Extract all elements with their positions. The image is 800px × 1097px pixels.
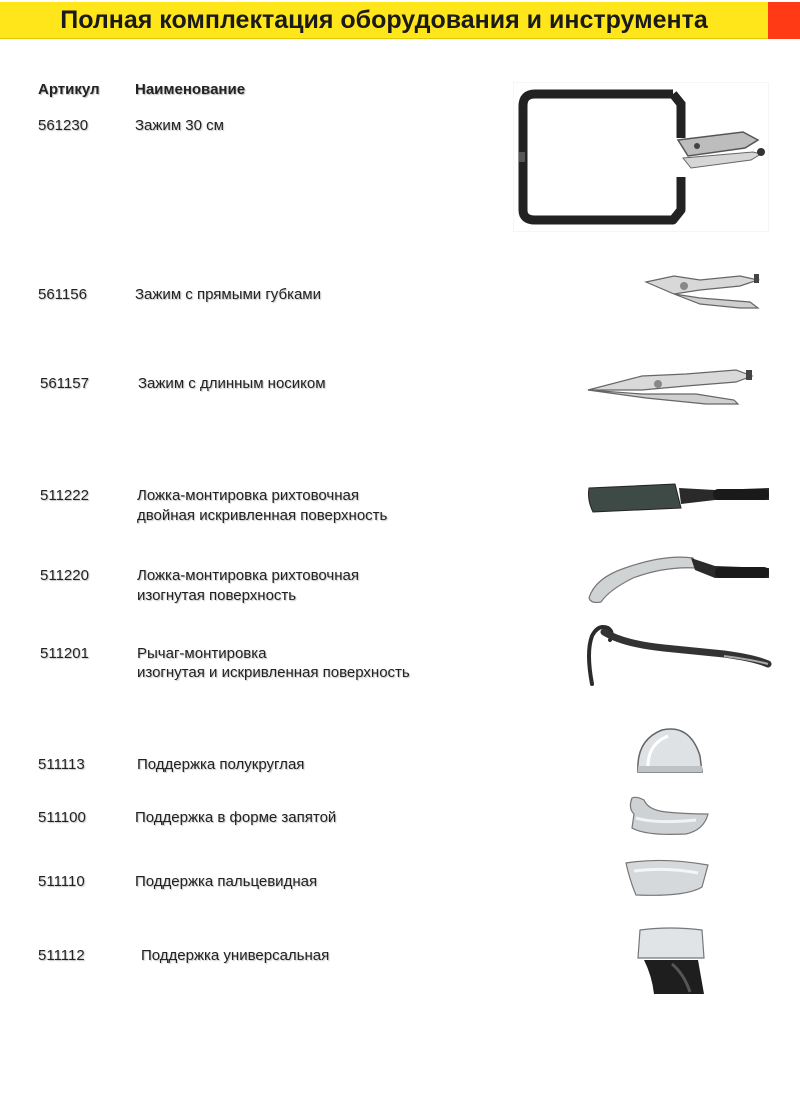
dolly-semicircular-icon <box>634 726 704 776</box>
pry-bar-hook-icon <box>584 622 774 688</box>
item-code: 511201 <box>40 645 89 662</box>
c-clamp-icon <box>513 82 769 232</box>
column-header-code: Артикул <box>38 81 100 98</box>
item-code: 511112 <box>38 947 85 964</box>
item-name: Поддержка полукруглая <box>137 756 305 773</box>
item-name: Поддержка универсальная <box>141 947 330 964</box>
straight-jaw-locking-pliers-icon <box>640 268 762 313</box>
item-name-line2: изогнутая и искривленная поверхность <box>137 664 410 681</box>
item-code: 511222 <box>40 487 89 504</box>
item-name: Ложка-монтировка рихтовочная <box>137 487 359 504</box>
dolly-universal-icon <box>634 924 708 996</box>
dolly-finger-icon <box>622 857 714 901</box>
item-code: 511220 <box>40 567 89 584</box>
item-code: 511100 <box>38 809 86 826</box>
item-code: 561230 <box>38 117 89 134</box>
long-nose-locking-pliers-icon <box>586 364 756 410</box>
item-code: 511113 <box>38 756 85 773</box>
item-name: Зажим с прямыми губками <box>135 286 321 303</box>
spoon-bent-icon <box>585 550 771 606</box>
item-name: Поддержка в форме запятой <box>135 809 337 826</box>
page-title-banner <box>0 2 768 39</box>
item-name: Рычаг-монтировка <box>137 645 267 662</box>
item-code: 511110 <box>38 873 85 890</box>
item-name: Зажим 30 см <box>135 117 224 134</box>
dolly-comma-icon <box>626 794 712 840</box>
item-code: 561157 <box>40 375 89 392</box>
banner-accent-block <box>768 2 800 39</box>
item-name-line2: двойная искривленная поверхность <box>137 507 388 524</box>
column-header-name: Наименование <box>135 81 246 98</box>
item-name-line2: изогнутая поверхность <box>137 587 297 604</box>
item-code: 561156 <box>38 286 87 303</box>
page-title: Полная комплектация оборудования и инструмента <box>60 5 708 34</box>
spoon-double-curved-icon <box>585 478 771 518</box>
item-name: Ложка-монтировка рихтовочная <box>137 567 359 584</box>
item-name: Поддержка пальцевидная <box>135 873 318 890</box>
item-name: Зажим с длинным носиком <box>138 375 326 392</box>
